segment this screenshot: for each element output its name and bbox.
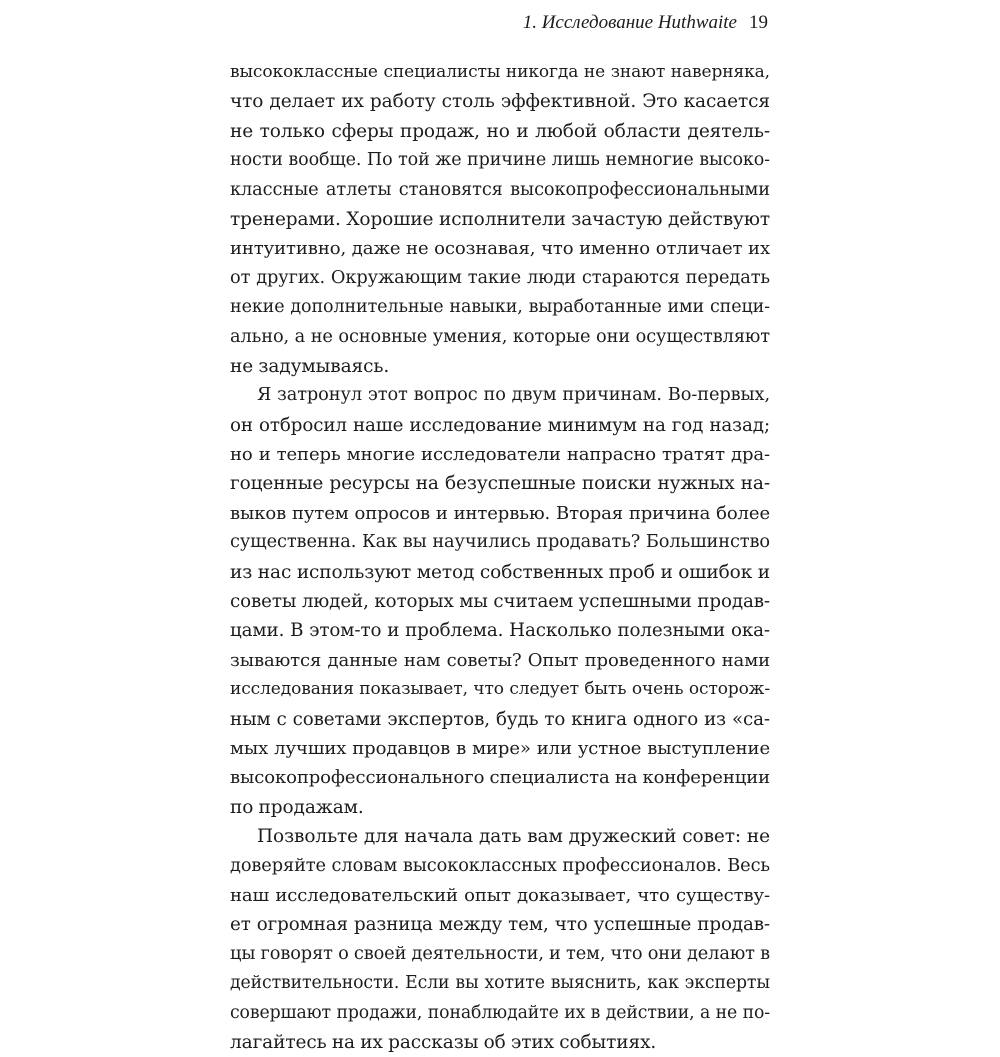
text-line: ально, а не основные умения, которые они осуществляют bbox=[230, 326, 770, 347]
body-text bbox=[230, 58, 770, 1057]
page-number: 19 bbox=[749, 12, 768, 33]
text-line: наш исследовательский опыт доказывает, что существу- bbox=[230, 884, 770, 906]
text-line: ным с советами экспертов, будь то книга одного из «са- bbox=[230, 708, 770, 730]
text-line: не задумываясь. bbox=[230, 355, 390, 377]
text-line: цы говорят о своей деятельности, и тем, что они делают в bbox=[230, 943, 770, 964]
text-line: из нас используют метод собственных проб и ошибок и bbox=[230, 561, 770, 583]
text-line: от других. Окружающим такие люди стараются передать bbox=[230, 267, 770, 288]
text-line: но и теперь многие исследователи напрасно тратят дра- bbox=[230, 444, 770, 466]
text-line: высокопрофессионального специалиста на конференции bbox=[230, 767, 770, 789]
paragraph bbox=[230, 58, 770, 381]
paragraph bbox=[230, 381, 770, 822]
text-line: гоценные ресурсы на безуспешные поиски нужных на- bbox=[230, 473, 770, 495]
text-line: доверяйте словам высококлассных профессионалов. Весь bbox=[230, 855, 770, 876]
text-line: некие дополнительные навыки, выработанные ими специ- bbox=[230, 297, 770, 318]
text-line: советы людей, которых мы считаем успешными продав- bbox=[230, 591, 770, 613]
text-line: тренерами. Хорошие исполнители зачастую действуют bbox=[230, 208, 770, 230]
text-line: интуитивно, даже не осознавая, что именно отличает их bbox=[230, 238, 770, 260]
text-line: не только сферы продаж, но и любой области деятель- bbox=[230, 120, 770, 142]
chapter-title: 1. Исследование Huthwaite bbox=[522, 12, 737, 33]
text-line: ности вообще. По той же причине лишь немногие высоко- bbox=[230, 150, 770, 171]
text-line: зываются данные нам советы? Опыт проведенного нами bbox=[230, 649, 770, 671]
text-line: что делает их работу столь эффективной. Это касается bbox=[230, 91, 770, 113]
text-line: по продажам. bbox=[230, 796, 364, 818]
text-line: ет огромная разница между тем, что успешные продав- bbox=[230, 914, 770, 936]
text-line: Позвольте для начала дать вам дружеский совет: не bbox=[257, 826, 770, 848]
text-line: совершают продажи, понаблюдайте их в действии, а не по- bbox=[230, 1002, 770, 1023]
text-line: мых лучших продавцов в мире» или устное выступление bbox=[230, 737, 770, 759]
text-line: выков путем опросов и интервью. Вторая причина более bbox=[230, 502, 770, 524]
text-line: действительности. Если вы хотите выяснить, как эксперты bbox=[230, 973, 770, 994]
text-line: лагайтесь на их рассказы об этих событиях. bbox=[230, 1031, 657, 1053]
text-line: Я затронул этот вопрос по двум причинам. Во-первых, bbox=[257, 385, 770, 406]
running-head bbox=[523, 10, 768, 36]
text-line: он отбросил наше исследование минимум на год назад; bbox=[230, 414, 770, 436]
text-line: цами. В этом-то и проблема. Насколько полезными ока- bbox=[230, 620, 770, 642]
paragraph bbox=[230, 822, 770, 1057]
text-line: высококлассные специалисты никогда не знают наверняка, bbox=[230, 62, 770, 82]
text-line: исследования показывает, что следует быть очень осторож- bbox=[230, 679, 770, 700]
text-line: существенна. Как вы научились продавать? Большинство bbox=[230, 532, 770, 553]
text-line: классные атлеты становятся высокопрофессиональными bbox=[230, 179, 770, 200]
